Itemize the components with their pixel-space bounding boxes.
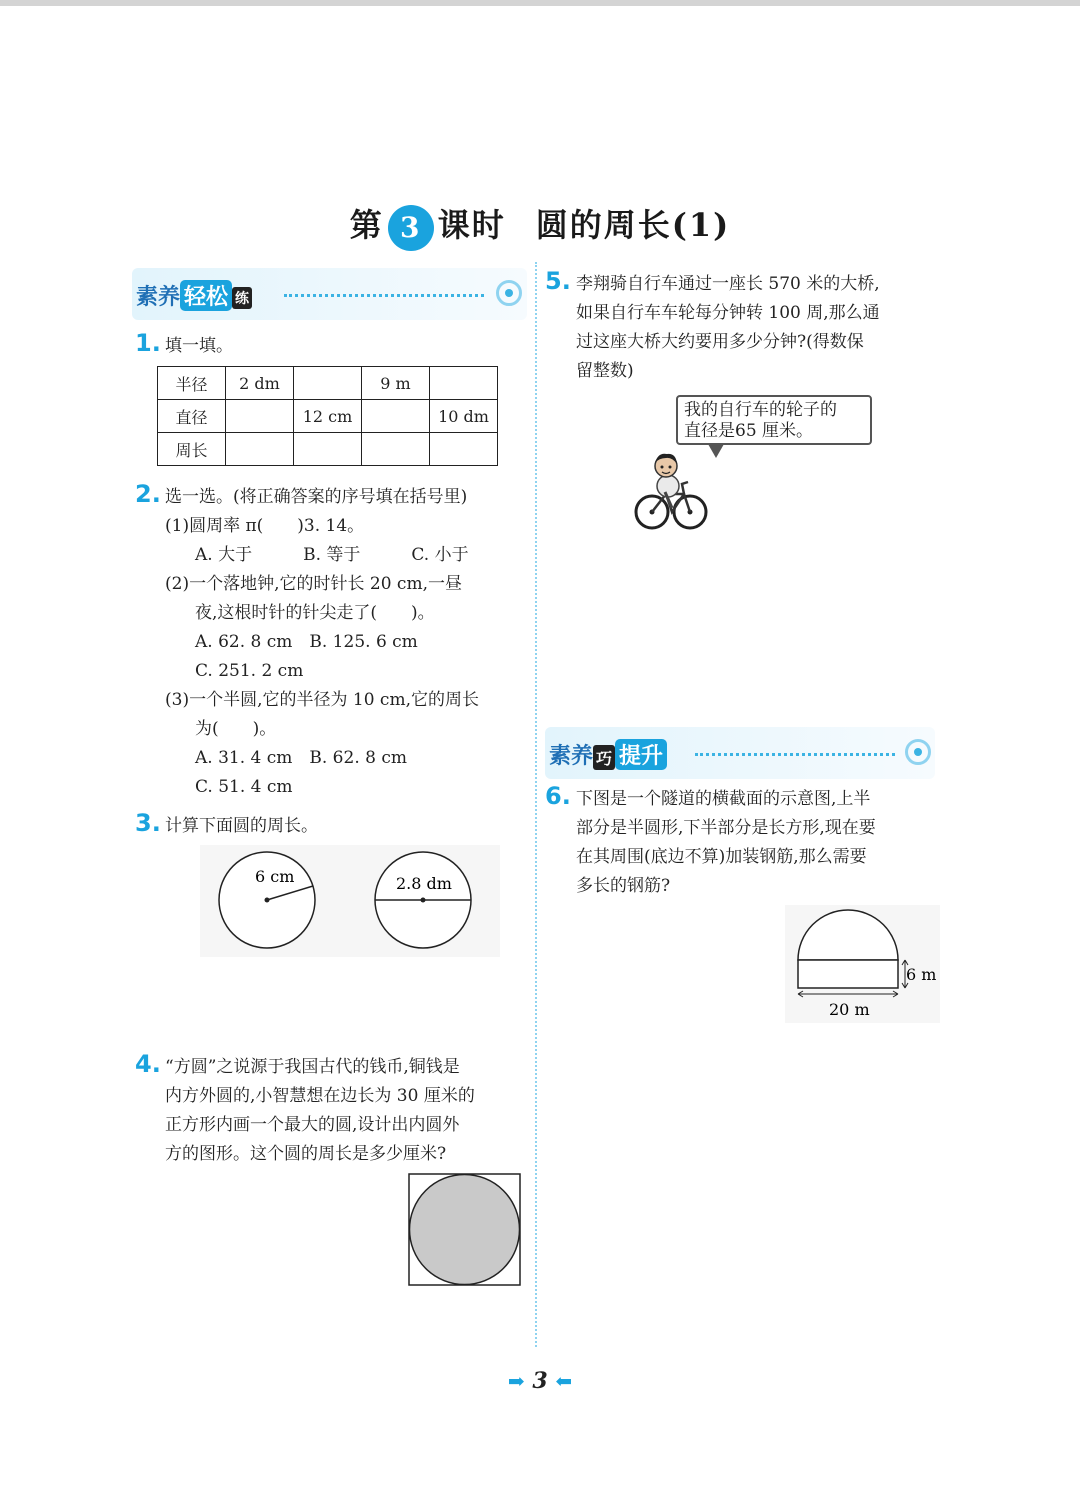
q5-line: 李翔骑自行车通过一座长 570 米的大桥, — [576, 274, 880, 294]
bubble-line: 我的自行车的轮子的 — [684, 400, 837, 420]
table-cell[interactable] — [226, 400, 294, 433]
table-cell[interactable] — [430, 367, 498, 400]
q6-line: 多长的钢筋? — [576, 876, 671, 896]
table-cell[interactable] — [362, 433, 430, 466]
q6-line: 下图是一个隧道的横截面的示意图,上半 — [576, 789, 871, 809]
q5-line: 留整数) — [576, 361, 634, 381]
q2-line: C. 251. 2 cm — [195, 661, 304, 681]
q2-line: C. 51. 4 cm — [195, 777, 293, 797]
table-cell: 周长 — [158, 433, 226, 466]
q2-line: (3)一个半圆,它的半径为 10 cm,它的周长 — [165, 690, 479, 710]
height-label: 6 m — [906, 965, 937, 984]
lesson-number-badge: 3 — [388, 205, 434, 251]
table-cell[interactable] — [226, 433, 294, 466]
question-number-5: 5. — [545, 267, 571, 295]
lesson-suffix: 课时 — [437, 206, 506, 244]
arrow-right-icon: ➡ — [507, 1369, 525, 1393]
speech-bubble — [676, 395, 872, 445]
section-banner-boost — [545, 727, 940, 779]
q4-square-circle-figure — [408, 1173, 522, 1287]
banner-word-3: 提升 — [615, 739, 667, 770]
table-cell[interactable] — [294, 367, 362, 400]
page-footer — [0, 1368, 1080, 1394]
arrow-left-icon: ⬅ — [555, 1369, 573, 1393]
circle1-label: 6 cm — [255, 867, 295, 886]
width-label: 20 m — [829, 1000, 870, 1019]
q2-line: (1)圆周率 π( )3. 14。 — [165, 516, 365, 536]
q2-prompt: 选一选。(将正确答案的序号填在括号里) — [165, 487, 468, 507]
q2-line: (2)一个落地钟,它的时针长 20 cm,一昼 — [165, 574, 462, 594]
center-dot — [421, 898, 426, 903]
q1-fill-table — [157, 366, 498, 466]
q2-line: 夜,这根时针的针尖走了( )。 — [195, 603, 435, 623]
table-row — [158, 400, 498, 433]
banner-label — [549, 739, 667, 770]
banner-dotted-line — [284, 294, 484, 297]
circle2-label: 2.8 dm — [396, 874, 452, 893]
rectangle-bottom — [798, 960, 898, 988]
q5-line: 如果自行车车轮每分钟转 100 周,那么通 — [576, 303, 880, 323]
page-title — [0, 200, 1080, 251]
bubble-line: 直径是65 厘米。 — [684, 421, 814, 441]
column-divider — [535, 262, 537, 1347]
question-number-6: 6. — [545, 782, 571, 810]
table-cell: 12 cm — [294, 400, 362, 433]
question-number-3: 3. — [135, 809, 161, 837]
q2-line: A. 31. 4 cm B. 62. 8 cm — [195, 748, 407, 768]
q2-line: A. 62. 8 cm B. 125. 6 cm — [195, 632, 418, 652]
table-cell[interactable] — [294, 433, 362, 466]
q3-circles-figure — [200, 845, 500, 960]
table-cell[interactable] — [430, 433, 498, 466]
lesson-title: 圆的周长(1) — [535, 206, 731, 244]
target-icon — [905, 739, 931, 765]
q4-line: “方圆”之说源于我国古代的钱币,铜钱是 — [165, 1057, 460, 1077]
banner-word-3: 练 — [232, 287, 252, 309]
question-number-2: 2. — [135, 480, 161, 508]
top-gray-bar — [0, 0, 1080, 6]
question-number-1: 1. — [135, 329, 161, 357]
q2-line: 为( )。 — [195, 719, 277, 739]
table-cell: 直径 — [158, 400, 226, 433]
center-dot — [265, 898, 270, 903]
q6-line: 在其周围(底边不算)加装钢筋,那么需要 — [576, 847, 867, 867]
table-cell: 半径 — [158, 367, 226, 400]
table-cell: 9 m — [362, 367, 430, 400]
banner-word-2: 轻松 — [180, 280, 232, 311]
question-number-4: 4. — [135, 1050, 161, 1078]
q2-line: A. 大于 B. 等于 C. 小于 — [195, 545, 469, 565]
banner-word-1: 素养 — [136, 285, 181, 310]
q1-prompt: 填一填。 — [165, 336, 233, 356]
table-cell[interactable] — [362, 400, 430, 433]
q5-line: 过这座大桥大约要用多少分钟?(得数保 — [576, 332, 864, 352]
table-row — [158, 367, 498, 400]
q6-line: 部分是半圆形,下半部分是长方形,现在要 — [576, 818, 876, 838]
q4-line: 方的图形。这个圆的周长是多少厘米? — [165, 1144, 447, 1164]
banner-word-2: 巧 — [593, 745, 615, 770]
table-cell: 2 dm — [226, 367, 294, 400]
banner-word-1: 素养 — [549, 744, 594, 769]
target-icon — [496, 280, 522, 306]
page-number: 3 — [532, 1368, 548, 1394]
inner-circle — [410, 1175, 520, 1285]
banner-dotted-line — [695, 753, 895, 756]
section-banner-easy — [132, 268, 532, 320]
table-cell: 10 dm — [430, 400, 498, 433]
boy-on-bicycle-icon — [632, 448, 712, 532]
lesson-prefix: 第 — [349, 206, 384, 244]
q6-tunnel-figure — [785, 905, 940, 1025]
banner-label — [136, 280, 252, 311]
table-row — [158, 433, 498, 466]
q3-prompt: 计算下面圆的周长。 — [165, 816, 318, 836]
q4-line: 正方形内画一个最大的圆,设计出内圆外 — [165, 1115, 460, 1135]
q4-line: 内方外圆的,小智慧想在边长为 30 厘米的 — [165, 1086, 475, 1106]
